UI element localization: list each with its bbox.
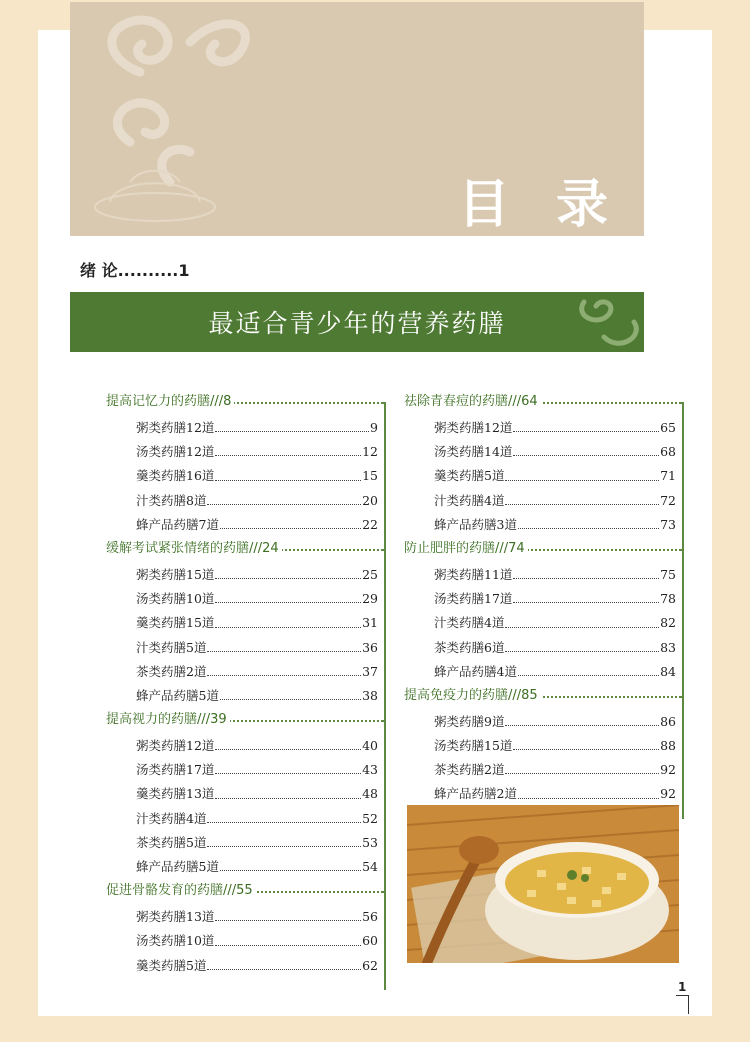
entry-page: 29 [362, 591, 378, 607]
entry-label: 汁类药膳4道 [434, 492, 505, 508]
section-heading[interactable] [106, 392, 386, 416]
entry-page: 82 [660, 615, 676, 631]
toc-title: 目 录 [457, 174, 622, 235]
section-heading[interactable] [404, 539, 684, 563]
toc-entry[interactable] [106, 855, 386, 879]
toc-column-left [106, 392, 386, 980]
toc-entry[interactable] [404, 416, 684, 440]
entry-page: 84 [660, 663, 676, 679]
toc-entry[interactable] [404, 660, 684, 684]
entry-label: 粥类药膳15道 [136, 566, 215, 582]
entry-label: 汁类药膳4道 [136, 810, 207, 826]
entry-page: 62 [362, 957, 378, 973]
entry-page: 36 [362, 639, 378, 655]
toc-entry[interactable] [106, 416, 386, 440]
toc-entry[interactable] [404, 489, 684, 513]
entry-page: 38 [362, 687, 378, 703]
dot-leader [220, 855, 361, 871]
entry-label: 羹类药膳13道 [136, 786, 215, 802]
entry-label: 羹类药膳16道 [136, 468, 215, 484]
entry-page: 54 [362, 859, 378, 874]
toc-entry[interactable] [106, 489, 386, 513]
toc-entry[interactable] [106, 513, 386, 537]
dot-leader [513, 587, 659, 603]
dot-leader [518, 660, 659, 676]
entry-label: 汤类药膳12道 [136, 444, 215, 460]
toc-column-right [404, 392, 684, 809]
toc-entry[interactable] [404, 513, 684, 537]
dot-leader [207, 831, 361, 847]
dot-leader [207, 660, 361, 676]
intro-entry[interactable] [80, 258, 190, 281]
toc-entry[interactable] [106, 905, 386, 929]
section-heading[interactable] [404, 686, 684, 710]
entry-page: 40 [362, 738, 378, 754]
entry-label: 粥类药膳13道 [136, 909, 215, 925]
entry-label: 汁类药膳5道 [136, 639, 207, 655]
toc-entry[interactable] [106, 464, 386, 488]
entry-label: 粥类药膳12道 [136, 738, 215, 754]
entry-page: 83 [660, 639, 676, 655]
dot-leader [207, 636, 361, 652]
section-heading[interactable] [106, 710, 386, 734]
dot-leader [207, 954, 361, 970]
entry-page: 43 [362, 762, 378, 778]
entry-label: 汤类药膳14道 [434, 444, 513, 460]
dot-leader [513, 440, 659, 456]
toc-entry[interactable] [106, 563, 386, 587]
toc-entry[interactable] [106, 782, 386, 806]
dot-leader [207, 807, 361, 823]
entry-page: 65 [660, 420, 676, 435]
entry-page: 73 [660, 516, 676, 532]
toc-entry[interactable] [106, 954, 386, 978]
dot-leader [513, 563, 659, 579]
entry-label: 蜂产品药膳5道 [136, 859, 219, 874]
toc-entry[interactable] [106, 758, 386, 782]
entry-label: 粥类药膳11道 [434, 566, 513, 582]
entry-label: 汤类药膳10道 [136, 933, 215, 949]
toc-entry[interactable] [106, 929, 386, 953]
entry-label: 汤类药膳17道 [136, 762, 215, 778]
section-heading[interactable] [106, 539, 386, 563]
section-heading[interactable] [404, 392, 684, 416]
entry-page: 72 [660, 492, 676, 508]
toc-entry[interactable] [106, 660, 386, 684]
entry-label: 蜂产品药膳2道 [434, 786, 517, 802]
section-title: 促进骨骼发育的药膳///55 [106, 883, 256, 898]
entry-label: 羹类药膳5道 [136, 957, 207, 973]
entry-label: 汤类药膳10道 [136, 591, 215, 607]
dot-leader [505, 710, 659, 726]
dot-leader [215, 782, 361, 798]
dot-leader [215, 587, 361, 603]
entry-label: 茶类药膳2道 [136, 663, 207, 679]
entry-label: 汤类药膳17道 [434, 591, 513, 607]
dot-leader [505, 758, 659, 774]
entry-page: 56 [362, 909, 378, 925]
toc-entry[interactable] [404, 782, 684, 806]
toc-section [106, 392, 386, 537]
entry-page: 15 [362, 468, 378, 484]
toc-entry[interactable] [106, 831, 386, 855]
soup-photo [407, 805, 679, 963]
page-corner-mark [676, 995, 689, 1014]
entry-page: 20 [362, 492, 378, 508]
dot-leader [220, 513, 361, 529]
dot-leader [215, 929, 361, 945]
toc-entry[interactable] [106, 734, 386, 758]
toc-section [106, 881, 386, 978]
dot-leader [505, 636, 659, 652]
entry-label: 蜂产品药膳5道 [136, 687, 219, 703]
entry-page: 88 [660, 738, 676, 754]
section-title: 提高记忆力的药膳///8 [106, 394, 234, 409]
section-title: 提高视力的药膳///39 [106, 712, 230, 727]
dot-leader [513, 416, 659, 432]
dot-leader [518, 513, 659, 529]
section-title: 缓解考试紧张情绪的药膳///24 [106, 541, 282, 556]
dot-leader [220, 684, 361, 700]
entry-page: 92 [660, 786, 676, 802]
entry-page: 78 [660, 591, 676, 607]
section-title: 防止肥胖的药膳///74 [404, 541, 528, 556]
dot-leader [518, 782, 659, 798]
dot-leader [505, 464, 659, 480]
entry-label: 粥类药膳12道 [136, 420, 215, 435]
section-heading[interactable] [106, 881, 386, 905]
dot-leader [215, 440, 361, 456]
section-title: 祛除青春痘的药膳///64 [404, 394, 541, 409]
dot-leader [215, 416, 369, 432]
dot-leader [215, 905, 361, 921]
toc-entry[interactable] [106, 587, 386, 611]
entry-label: 粥类药膳12道 [434, 420, 513, 435]
entry-label: 茶类药膳5道 [136, 834, 207, 850]
toc-entry[interactable] [404, 734, 684, 758]
entry-page: 25 [362, 566, 378, 582]
toc-entry[interactable] [404, 758, 684, 782]
dot-leader [215, 758, 361, 774]
entry-page: 92 [660, 762, 676, 778]
entry-page: 12 [362, 444, 378, 460]
toc-section [106, 539, 386, 708]
toc-entry[interactable] [106, 611, 386, 635]
entry-label: 羹类药膳15道 [136, 615, 215, 631]
entry-page: 86 [660, 713, 676, 729]
toc-entry[interactable] [106, 684, 386, 708]
entry-page: 68 [660, 444, 676, 460]
toc-entry[interactable] [404, 563, 684, 587]
dot-leader [215, 734, 361, 750]
toc-section [404, 539, 684, 684]
toc-entry[interactable] [404, 710, 684, 734]
dot-leader [505, 489, 659, 505]
section-banner [70, 292, 644, 352]
dot-leader [513, 734, 659, 750]
intro-label: 绪 论 [80, 261, 118, 280]
entry-label: 蜂产品药膳4道 [434, 663, 517, 679]
toc-header [70, 2, 644, 236]
page-number: 1 [678, 980, 687, 994]
entry-page: 60 [362, 933, 378, 949]
toc-entry[interactable] [404, 587, 684, 611]
entry-page: 9 [370, 420, 378, 435]
dot-leader [215, 611, 361, 627]
dot-leader [215, 464, 361, 480]
dot-leader [215, 563, 361, 579]
entry-page: 48 [362, 786, 378, 802]
toc-entry[interactable] [106, 807, 386, 831]
entry-page: 53 [362, 834, 378, 850]
entry-page: 52 [362, 810, 378, 826]
entry-label: 茶类药膳6道 [434, 639, 505, 655]
toc-section [106, 710, 386, 879]
toc-entry[interactable] [106, 440, 386, 464]
toc-section [404, 686, 684, 807]
entry-page: 22 [362, 516, 378, 532]
toc-entry[interactable] [404, 440, 684, 464]
dot-leader [207, 489, 361, 505]
toc-entry[interactable] [106, 636, 386, 660]
toc-entry[interactable] [404, 464, 684, 488]
toc-section [404, 392, 684, 537]
intro-page: ..........1 [117, 261, 190, 280]
entry-label: 蜂产品药膳3道 [434, 516, 517, 532]
section-title: 提高免疫力的药膳///85 [404, 688, 541, 703]
banner-title: 最适合青少年的营养药膳 [208, 309, 506, 338]
entry-page: 37 [362, 663, 378, 679]
entry-label: 汁类药膳4道 [434, 615, 505, 631]
entry-page: 31 [362, 615, 378, 631]
incense-smoke-decoration [70, 2, 330, 236]
entry-label: 汤类药膳15道 [434, 738, 513, 754]
entry-page: 71 [660, 468, 676, 484]
entry-label: 羹类药膳5道 [434, 468, 505, 484]
entry-page: 75 [660, 566, 676, 582]
entry-label: 汁类药膳8道 [136, 492, 207, 508]
entry-label: 粥类药膳9道 [434, 713, 505, 729]
entry-label: 茶类药膳2道 [434, 762, 505, 778]
entry-label: 蜂产品药膳7道 [136, 516, 219, 532]
toc-entry[interactable] [404, 611, 684, 635]
dot-leader [505, 611, 659, 627]
toc-entry[interactable] [404, 636, 684, 660]
